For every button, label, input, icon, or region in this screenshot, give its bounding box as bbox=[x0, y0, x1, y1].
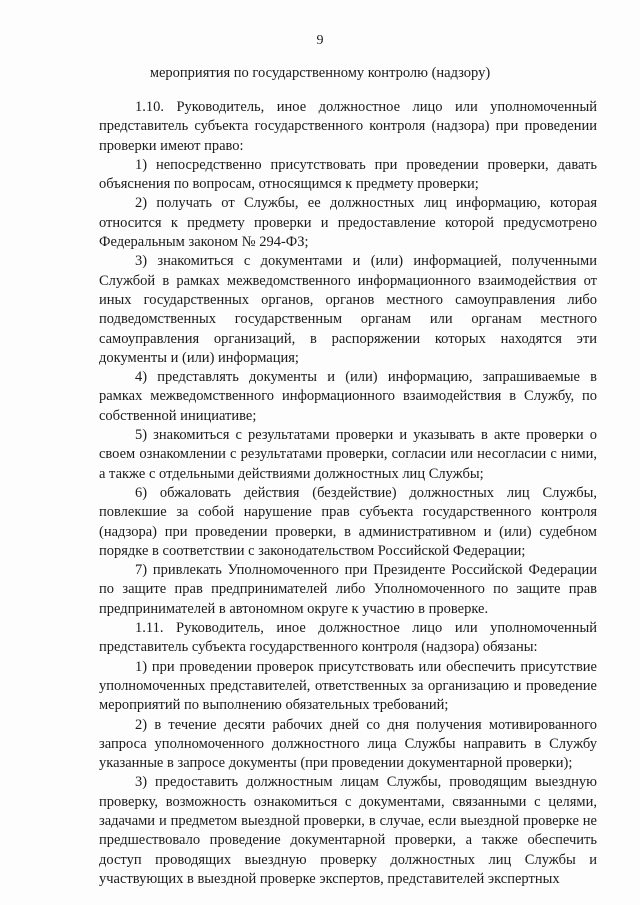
list-item-1-11-1: 1) при проведении проверок присутствовать или обеспечить присутствие уполномоченных представителей, ответственных за организацию и проведение мероприятий по выполнению обязательных требований; bbox=[99, 658, 597, 714]
paragraph-1-10: 1.10. Руководитель, иное должностное лицо или уполномоченный представитель субъекта государственного контроля (надзора) при проведении проверки имеют право: bbox=[99, 99, 597, 154]
list-item-1-10-1: 1) непосредственно присутствовать при проведении проверки, давать объяснения по вопросам, относящимся к предмету проверки; bbox=[99, 156, 597, 193]
list-item-1-11-2: 2) в течение десяти рабочих дней со дня получения мотивированного запроса уполномоченного должностного лица Службы направить в Службу указанные в запросе документы (при проведении документарной проверки); bbox=[99, 716, 597, 772]
list-item-1-10-7: 7) привлекать Уполномоченного при Президенте Российской Федерации по защите прав предпринимателей либо Уполномоченного по защите прав предпринимателей в автономном округе к участию в проверке. bbox=[99, 562, 597, 617]
list-item-1-10-5: 5) знакомиться с результатами проверки и указывать в акте проверки о своем ознакомлении с результатами проверки, согласии или несогласии с ними, а также с отдельными действиями должностных лиц Службы; bbox=[99, 427, 597, 482]
list-item-1-11-3: 3) предоставить должностным лицам Службы, проводящим выездную проверку, возможность ознакомиться с документами, связанными с целями, задачами и предметом выездной проверки, в случае, если выездной проверке не предшествовало проведение документарной проверки, а также обеспечить доступ проводящих выездную проверку должностных лиц Службы и участвующих в выездной проверке экспертов, представителей экспертных bbox=[99, 774, 597, 887]
page-number: 9 bbox=[316, 33, 324, 48]
list-item-1-10-3: 3) знакомиться с документами и (или) информацией, полученными Службой в рамках межведомственного информационного взаимодействия от иных государственных органов, органов местного самоуправления либо подведомственных государственным органам или органам местного самоуправления организаций, в распоряжении которых находятся эти документы и (или) информация; bbox=[99, 253, 597, 366]
list-item-1-10-6: 6) обжаловать действия (бездействие) должностных лиц Службы, повлекшие за собой нарушение прав субъекта государственного контроля (надзора) при проведении проверки, в административном и (или) судебном порядке в соответствии с законодательством Российской Федерации; bbox=[99, 484, 597, 559]
paragraph-1-11: 1.11. Руководитель, иное должностное лицо или уполномоченный представитель субъекта государственного контроля (надзора) обязаны: bbox=[99, 620, 597, 656]
list-item-1-10-2: 2) получать от Службы, ее должностных лиц информацию, которая относится к предмету проверки и предоставление которой предусмотрено Федеральным законом № 294-ФЗ; bbox=[99, 195, 597, 251]
document-body bbox=[99, 98, 597, 889]
list-item-1-10-4: 4) представлять документы и (или) информацию, запрашиваемые в рамках межведомственного информационного взаимодействия в Службу, по собственной инициативе; bbox=[99, 369, 597, 424]
section-heading-continuation: мероприятия по государственному контролю (надзору) bbox=[149, 65, 491, 81]
